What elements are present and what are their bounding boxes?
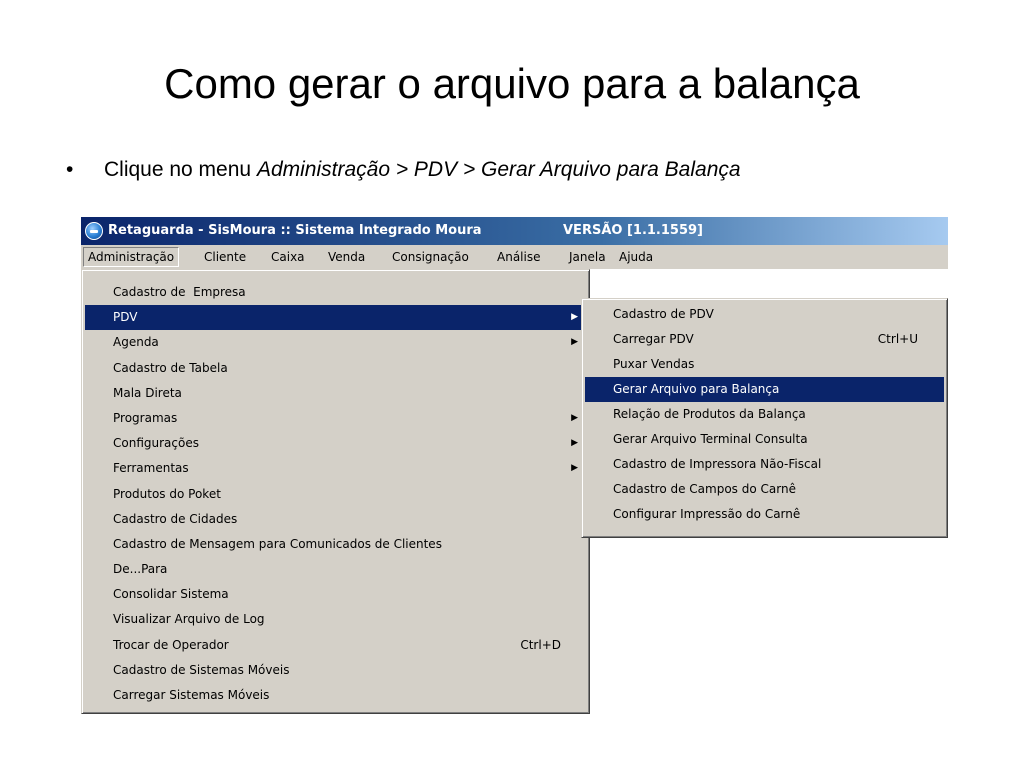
- menu-item-relacao-produtos-balanca[interactable]: [585, 402, 944, 427]
- menu-item-cadastro-campos-carne[interactable]: [585, 477, 944, 502]
- menu-item-label: Puxar Vendas: [613, 357, 695, 371]
- menu-item-cadastro-cidades[interactable]: [85, 507, 586, 532]
- menu-item-shortcut: Ctrl+D: [520, 637, 561, 652]
- menu-item-cadastro-sistemas-moveis[interactable]: [85, 658, 586, 683]
- menu-item-mala-direta[interactable]: [85, 381, 586, 406]
- menu-item-label: Consolidar Sistema: [113, 587, 229, 602]
- menu-item-label: Configurar Impressão do Carnê: [613, 507, 801, 521]
- menu-item-gerar-arquivo-balanca[interactable]: [585, 377, 944, 402]
- submenu-arrow-icon: ▶: [571, 438, 578, 449]
- menu-item-label: Ferramentas: [113, 461, 189, 476]
- menu-item-label: Cadastro de PDV: [613, 307, 714, 321]
- menu-caixa[interactable]: Caixa: [271, 250, 305, 264]
- slide-title: Como gerar o arquivo para a balança: [164, 60, 860, 107]
- menu-item-programas[interactable]: [85, 406, 586, 431]
- menu-janela[interactable]: Janela: [569, 250, 606, 264]
- menu-item-label: Configurações: [113, 436, 199, 451]
- menu-item-label: Carregar Sistemas Móveis: [113, 688, 270, 702]
- menu-item-label: Carregar PDV: [613, 332, 694, 346]
- menu-consignacao[interactable]: Consignação: [392, 250, 469, 264]
- instruction-bullet: [66, 158, 741, 182]
- menu-item-configurar-impressao-carne[interactable]: [585, 502, 944, 527]
- menu-item-label: Trocar de Operador: [113, 637, 229, 652]
- menu-item-pdv[interactable]: [85, 305, 586, 330]
- menu-item-label: Cadastro de Cidades: [113, 511, 238, 526]
- bullet-marker: •: [66, 158, 74, 181]
- menu-item-produtos-poket[interactable]: [85, 482, 586, 507]
- window-title: Retaguarda - SisMoura :: Sistema Integrado Moura: [108, 223, 482, 238]
- menu-item-shortcut: Ctrl+U: [877, 332, 918, 346]
- menu-item-agenda[interactable]: [85, 330, 586, 355]
- menu-item-cadastro-impressora[interactable]: [585, 452, 944, 477]
- menu-item-cadastro-mensagem[interactable]: [85, 532, 586, 557]
- app-logo-icon[interactable]: [85, 222, 103, 240]
- submenu-arrow-icon: ▶: [571, 312, 578, 323]
- menu-item-ferramentas[interactable]: [85, 456, 586, 481]
- menu-item-label: Produtos do Poket: [113, 486, 221, 501]
- pdv-submenu: [581, 298, 948, 538]
- menu-item-label: Cadastro de Impressora Não-Fiscal: [613, 457, 822, 471]
- menu-item-label: Agenda: [113, 335, 159, 350]
- bullet-prefix: Clique no menu: [104, 158, 257, 181]
- menu-item-consolidar-sistema[interactable]: [85, 582, 586, 607]
- submenu-arrow-icon: ▶: [571, 412, 578, 423]
- window-version: VERSÃO [1.1.1559]: [563, 223, 703, 238]
- menu-item-label: Cadastro de Mensagem para Comunicados de Clientes: [113, 536, 442, 551]
- menu-item-label: Cadastro de Campos do Carnê: [613, 482, 796, 496]
- menu-administracao[interactable]: Administração: [83, 247, 179, 267]
- menu-item-label: Visualizar Arquivo de Log: [113, 612, 265, 627]
- menu-item-cadastro-tabela[interactable]: [85, 356, 586, 381]
- menu-item-cadastro-empresa[interactable]: [85, 280, 586, 305]
- menu-item-carregar-pdv[interactable]: [585, 327, 944, 352]
- menu-cliente[interactable]: Cliente: [204, 250, 247, 264]
- menu-item-visualizar-log[interactable]: [85, 607, 586, 632]
- menu-item-label: De...Para: [113, 562, 168, 577]
- menu-item-label: Relação de Produtos da Balança: [613, 407, 806, 421]
- menu-item-label: Gerar Arquivo Terminal Consulta: [613, 432, 808, 446]
- menu-item-cadastro-pdv[interactable]: [585, 302, 944, 327]
- menu-analise[interactable]: Análise: [497, 250, 541, 264]
- app-screenshot: [81, 217, 948, 714]
- menu-item-label: Gerar Arquivo para Balança: [613, 382, 780, 396]
- submenu-arrow-icon: ▶: [571, 463, 578, 474]
- menu-item-gerar-arquivo-terminal[interactable]: [585, 427, 944, 452]
- menu-item-configuracoes[interactable]: [85, 431, 586, 456]
- menu-item-label: Cadastro de Empresa: [113, 285, 246, 299]
- window-titlebar[interactable]: [81, 217, 948, 245]
- menu-item-carregar-sistemas-moveis[interactable]: [85, 683, 586, 708]
- submenu-arrow-icon: ▶: [571, 337, 578, 348]
- menu-item-label: Programas: [113, 410, 178, 425]
- menubar: [81, 245, 948, 269]
- menu-item-de-para[interactable]: [85, 557, 586, 582]
- menu-item-label: PDV: [113, 310, 138, 325]
- menu-item-label: Mala Direta: [113, 385, 182, 400]
- menu-item-label: Cadastro de Sistemas Móveis: [113, 662, 290, 677]
- bullet-menu-path: Administração > PDV > Gerar Arquivo para Balança: [256, 158, 741, 181]
- menu-item-label: Cadastro de Tabela: [113, 360, 228, 375]
- menu-item-puxar-vendas[interactable]: [585, 352, 944, 377]
- menu-ajuda[interactable]: Ajuda: [619, 250, 654, 264]
- administracao-dropdown: [81, 269, 590, 714]
- menu-item-trocar-operador[interactable]: [85, 633, 586, 658]
- menu-venda[interactable]: Venda: [328, 250, 366, 264]
